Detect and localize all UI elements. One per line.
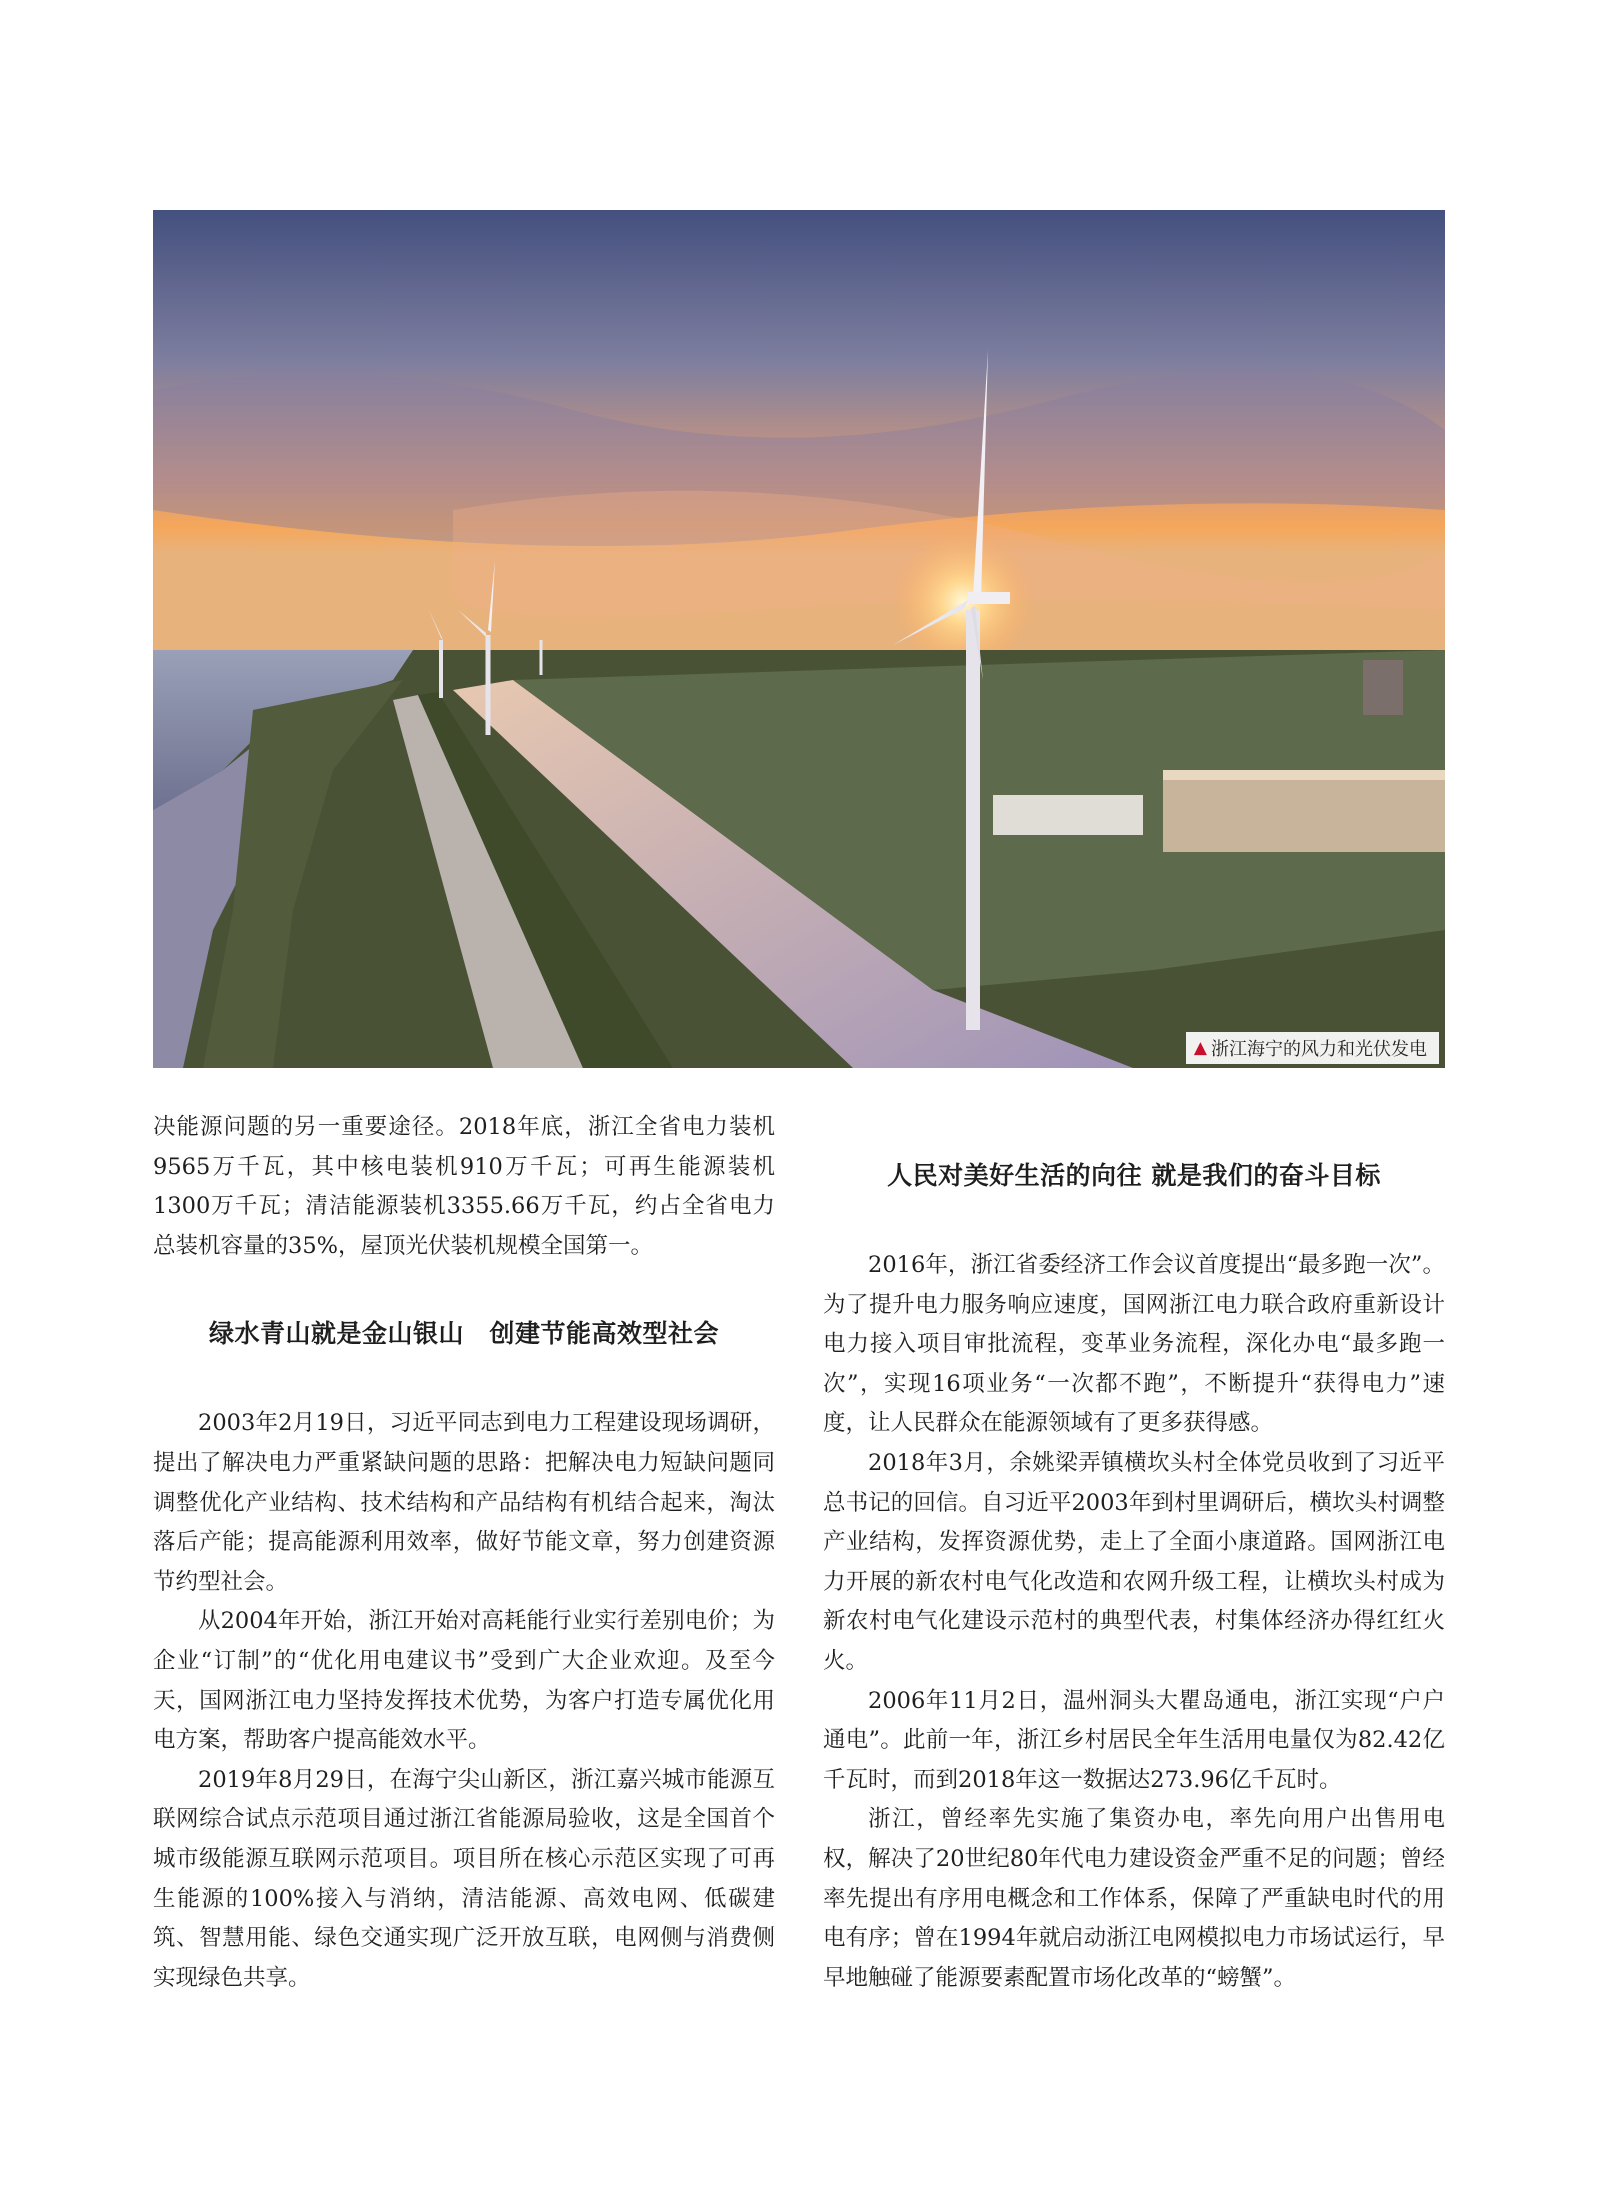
body-paragraph: 2019年8月29日，在海宁尖山新区，浙江嘉兴城市能源互联网综合试点示范项目通过浙江省能源局验收，这是全国首个城市级能源互联网示范项目。项目所在核心示范区实现了可再生能源的100%接入与消纳，清洁能源、高效电网、低碳建筑、智慧用能、绿色交通实现广泛开放互联，电网侧与消费侧实现绿色共享。	[153, 1766, 775, 1991]
body-paragraph: 从2004年开始，浙江开始对高耗能行业实行差别电价；为企业“订制”的“优化用电建议书”受到广大企业欢迎。及至今天，国网浙江电力坚持发挥技术优势，为客户打造专属优化用电方案，帮助客户提高能效水平。	[153, 1608, 775, 1754]
body-paragraph: 2018年3月，余姚梁弄镇横坎头村全体党员收到了习近平总书记的回信。自习近平2003年到村里调研后，横坎头村调整产业结构，发挥资源优势，走上了全面小康道路。国网浙江电力开展的新农村电气化改造和农网升级工程，让横坎头村成为新农村电气化建设示范村的典型代表，村集体经济办得红红火火。	[823, 1449, 1445, 1674]
photo-caption	[1186, 1032, 1439, 1064]
left-column	[153, 1108, 775, 1998]
section-heading-better-life: 人民对美好生活的向往 就是我们的奋斗目标	[887, 1161, 1381, 1190]
body-paragraph: 2006年11月2日，温州洞头大瞿岛通电，浙江实现“户户通电”。此前一年，浙江乡村居民全年生活用电量仅为82.42亿千瓦时，而到2018年这一数据达273.96亿千瓦时。	[823, 1687, 1445, 1793]
wind-turbine-landscape-image	[153, 210, 1445, 1068]
section-heading-green-mountains: 绿水青山就是金山银山 创建节能高效型社会	[208, 1319, 719, 1349]
red-triangle-icon: ▲	[1193, 1038, 1207, 1058]
continued-paragraph: 决能源问题的另一重要途径。2018年底，浙江全省电力装机9565万千瓦，其中核电装机910万千瓦；可再生能源装机1300万千瓦；清洁能源装机3355.66万千瓦，约占全省电力总装机容量的35%，屋顶光伏装机规模全国第一。	[153, 1114, 775, 1259]
body-paragraph: 2016年，浙江省委经济工作会议首度提出“最多跑一次”。为了提升电力服务响应速度，国网浙江电力联合政府重新设计电力接入项目审批流程，变革业务流程，深化办电“最多跑一次”，实现16项业务“一次都不跑”，不断提升“获得电力”速度，让人民群众在能源领域有了更多获得感。	[823, 1252, 1445, 1437]
body-paragraph: 2003年2月19日，习近平同志到电力工程建设现场调研，提出了解决电力严重紧缺问题的思路：把解决电力短缺问题同调整优化产业结构、技术结构和产品结构有机结合起来，淘汰落后产能；提高能源利用效率，做好节能文章，努力创建资源节约型社会。	[153, 1410, 775, 1595]
wind-farm-photo	[153, 210, 1445, 1068]
right-column	[823, 1108, 1445, 1998]
body-paragraph: 浙江，曾经率先实施了集资办电，率先向用户出售用电权，解决了20世纪80年代电力建设资金严重不足的问题；曾经率先提出有序用电概念和工作体系，保障了严重缺电时代的用电有序；曾在1994年就启动浙江电网模拟电力市场试运行，早早地触碰了能源要素配置市场化改革的“螃蟹”。	[823, 1806, 1445, 1991]
photo-caption-text: 浙江海宁的风力和光伏发电	[1211, 1039, 1427, 1060]
